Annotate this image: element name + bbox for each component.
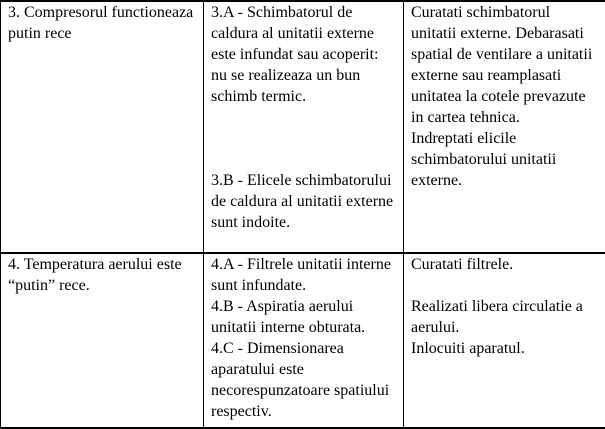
remedy-text: Curatati schimbatorul unitatii externe. Debarasati spatial de ventilare a unitatii externe sau reamplasati unitatea la cotele prevazute in cartea tehnica. — [411, 2, 599, 128]
problem-cell — [1, 1, 204, 253]
cause-text: 3.B - Elicele schimbatorului de caldura al unitatii externe sunt indoite. — [211, 170, 397, 233]
cell-spacer — [411, 275, 599, 296]
remedy-text: Indreptati elicile schimbatorului unitatii externe. — [411, 128, 599, 191]
cause-cell — [204, 253, 404, 428]
cause-text: 4.C - Dimensionarea aparatului este necorespunzatoare spatiului respectiv. — [211, 338, 397, 422]
table-row — [1, 253, 605, 428]
cause-text: 3.A - Schimbatorul de caldura al unitatii externe este infundat sau acoperit: nu se realizeaza un bun schimb termic. — [211, 2, 397, 107]
remedy-text: Inlocuiti aparatul. — [411, 338, 599, 359]
problem-text: 4. Temperatura aerului este “putin” rece. — [8, 254, 197, 296]
cause-cell — [204, 1, 404, 253]
cause-text: 4.A - Filtrele unitatii interne sunt infundate. — [211, 254, 397, 296]
remedy-text: Curatati filtrele. — [411, 254, 599, 275]
remedy-cell — [404, 253, 605, 428]
cause-text: 4.B - Aspiratia aerului unitatii interne obturata. — [211, 296, 397, 338]
cell-spacer — [211, 107, 397, 170]
problem-cell — [1, 253, 204, 428]
problem-text: 3. Compresorul functioneaza putin rece — [8, 2, 197, 44]
table-row — [1, 1, 605, 253]
remedy-cell — [404, 1, 605, 253]
remedy-text: Realizati libera circulatie a aerului. — [411, 296, 599, 338]
